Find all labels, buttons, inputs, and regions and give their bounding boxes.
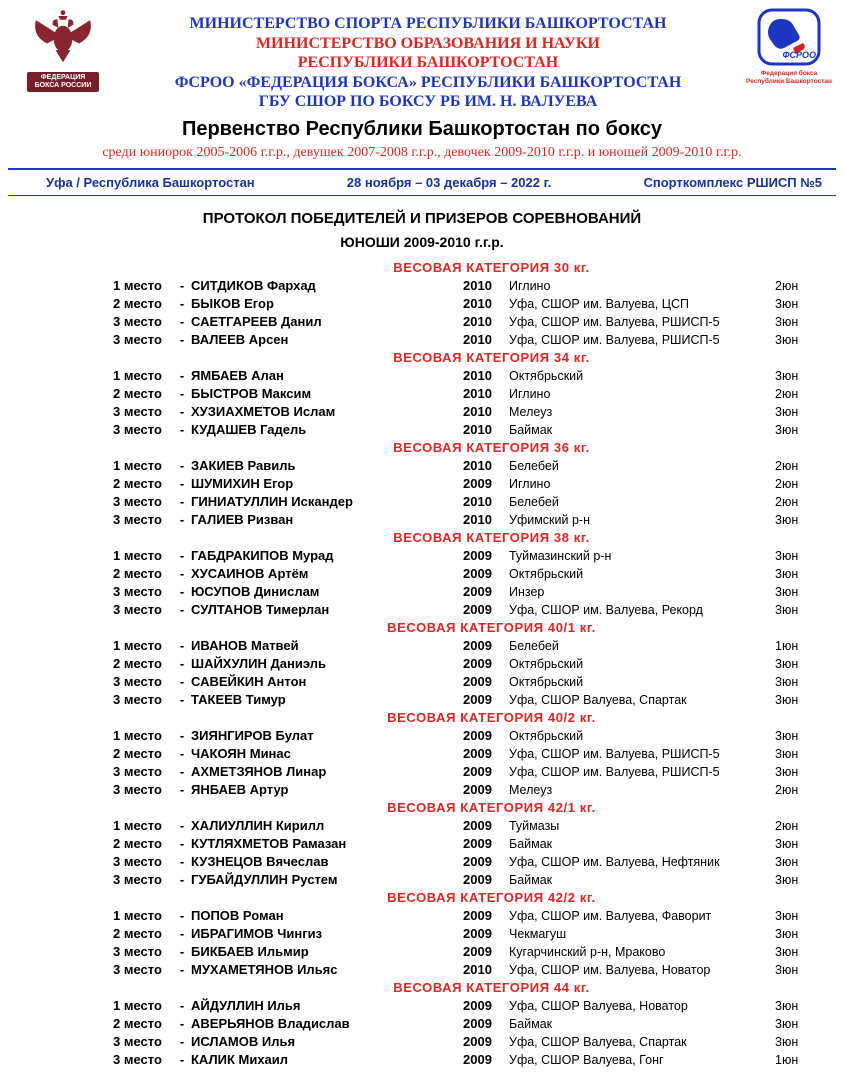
athlete-name: СИТДИКОВ Фархад [191, 278, 316, 293]
club-city: Уфа, СШОР им. Валуева, ЦСП [509, 297, 689, 311]
weight-category-title: ВЕСОВАЯ КАТЕГОРИЯ 42/2 кг. [387, 890, 596, 905]
sport-rank: 3юн [775, 315, 799, 329]
birth-year: 2009 [463, 1016, 492, 1031]
place-label: 2 место [113, 386, 162, 401]
separator-dash: - [179, 656, 185, 671]
place-label: 2 место [113, 296, 162, 311]
club-city: Туймазинский р-н [509, 549, 612, 563]
separator-dash: - [179, 422, 185, 437]
athlete-name: ЗАКИЕВ Равиль [191, 458, 296, 473]
weight-category [113, 529, 804, 619]
separator-dash: - [179, 674, 185, 689]
birth-year: 2009 [463, 674, 492, 689]
athlete-name: АВЕРЬЯНОВ Владислав [191, 1016, 350, 1031]
organization-titles [110, 8, 746, 112]
club-city: Баймак [509, 873, 553, 887]
protocol-subtitle: ЮНОШИ 2009-2010 г.г.р. [340, 234, 504, 250]
double-headed-eagle-icon [30, 8, 96, 71]
weight-category-title: ВЕСОВАЯ КАТЕГОРИЯ 30 кг. [393, 260, 590, 275]
result-row [113, 385, 804, 403]
athlete-name: ИБРАГИМОВ Чингиз [191, 926, 323, 941]
separator-dash: - [179, 764, 185, 779]
weight-category-title: ВЕСОВАЯ КАТЕГОРИЯ 34 кг. [393, 350, 590, 365]
athlete-name: АЙДУЛЛИН Илья [191, 998, 301, 1013]
birth-year: 2009 [463, 746, 492, 761]
place-label: 1 место [113, 278, 162, 293]
athlete-name: ИСЛАМОВ Илья [191, 1034, 296, 1049]
result-row [113, 421, 804, 439]
separator-dash: - [179, 494, 185, 509]
result-row [113, 745, 804, 763]
separator-dash: - [179, 746, 185, 761]
athlete-name: БЫКОВ Егор [191, 296, 274, 311]
birth-year: 2009 [463, 1052, 492, 1067]
result-row [113, 925, 804, 943]
separator-dash: - [179, 314, 185, 329]
birth-year: 2009 [463, 944, 492, 959]
separator-dash: - [179, 962, 185, 977]
logo-caption: Федерация бокса Республики Башкортостан [746, 70, 832, 85]
result-row [113, 1033, 804, 1051]
page-title: Первенство Республики Башкортостан по боксу [181, 118, 663, 140]
athlete-name: САВЕЙКИН Антон [191, 674, 307, 689]
birth-year: 2009 [463, 1034, 492, 1049]
birth-year: 2010 [463, 368, 492, 383]
birth-year: 2009 [463, 782, 492, 797]
russia-boxing-federation-emblem [16, 8, 110, 92]
place-label: 3 место [113, 494, 162, 509]
athlete-name: МУХАМЕТЯНОВ Ильяс [191, 962, 338, 977]
sport-rank: 3юн [775, 909, 799, 923]
weight-category [113, 799, 804, 889]
club-city: Инзер [509, 585, 545, 599]
club-city: Белебей [509, 639, 559, 653]
weight-category-title: ВЕСОВАЯ КАТЕГОРИЯ 42/1 кг. [387, 800, 596, 815]
event-location: Уфа / Республика Башкортостан [46, 175, 255, 190]
separator-dash: - [179, 476, 185, 491]
weight-category [113, 439, 804, 529]
result-row [113, 367, 804, 385]
sport-rank: 3юн [775, 405, 799, 419]
athlete-name: ГАЛИЕВ Ризван [191, 512, 294, 527]
result-row [113, 781, 804, 799]
club-city: Белебей [509, 459, 559, 473]
event-venue: Спорткомплекс РШИСП №5 [643, 175, 822, 190]
club-city: Октябрьский [509, 369, 584, 383]
birth-year: 2009 [463, 584, 492, 599]
sport-rank: 3юн [775, 513, 799, 527]
club-city: Уфа, СШОР им. Валуева, Новатор [509, 963, 711, 977]
result-row [113, 961, 804, 979]
place-label: 3 место [113, 422, 162, 437]
org-line: МИНИСТЕРСТВО СПОРТА РЕСПУБЛИКИ БАШКОРТОСТАН [189, 15, 667, 32]
separator-dash: - [179, 1052, 185, 1067]
place-label: 1 место [113, 818, 162, 833]
sport-rank: 1юн [775, 639, 799, 653]
result-row [113, 277, 804, 295]
club-city: Белебей [509, 495, 559, 509]
sport-rank: 3юн [775, 927, 799, 941]
birth-year: 2009 [463, 656, 492, 671]
weight-category [113, 619, 804, 709]
separator-dash: - [179, 278, 185, 293]
place-label: 1 место [113, 728, 162, 743]
separator-dash: - [179, 998, 185, 1013]
birth-year: 2009 [463, 998, 492, 1013]
separator-dash: - [179, 782, 185, 797]
birth-year: 2009 [463, 728, 492, 743]
birth-year: 2009 [463, 566, 492, 581]
birth-year: 2009 [463, 764, 492, 779]
athlete-name: САЕТГАРЕЕВ Данил [191, 314, 322, 329]
org-line: РЕСПУБЛИКИ БАШКОРТОСТАН [297, 54, 559, 71]
separator-dash: - [179, 296, 185, 311]
result-row [113, 727, 804, 745]
place-label: 3 место [113, 962, 162, 977]
sport-rank: 3юн [775, 729, 799, 743]
weight-category-title: ВЕСОВАЯ КАТЕГОРИЯ 44 кг. [393, 980, 590, 995]
results-table [0, 259, 844, 1069]
club-city: Иглино [509, 477, 551, 491]
place-label: 3 место [113, 674, 162, 689]
club-city: Кугарчинский р-н, Мраково [509, 945, 666, 959]
result-row [113, 475, 804, 493]
separator-dash: - [179, 926, 185, 941]
place-label: 3 место [113, 404, 162, 419]
sport-rank: 3юн [775, 1035, 799, 1049]
place-label: 1 место [113, 638, 162, 653]
result-row [113, 637, 804, 655]
result-row [113, 583, 804, 601]
sport-rank: 3юн [775, 423, 799, 437]
club-city: Уфа, СШОР им. Валуева, Рекорд [509, 603, 703, 617]
club-city: Уфа, СШОР Валуева, Спартак [509, 1035, 687, 1049]
athlete-name: ГУБАЙДУЛЛИН Рустем [191, 872, 338, 887]
athlete-name: СУЛТАНОВ Тимерлан [191, 602, 330, 617]
separator-dash: - [179, 458, 185, 473]
sport-rank: 3юн [775, 333, 799, 347]
weight-category-title: ВЕСОВАЯ КАТЕГОРИЯ 40/1 кг. [387, 620, 596, 635]
club-city: Уфа, СШОР им. Валуева, РШИСП-5 [509, 315, 720, 329]
bashkortostan-federation-logo [746, 8, 832, 85]
sport-rank: 3юн [775, 369, 799, 383]
separator-dash: - [179, 944, 185, 959]
club-city: Баймак [509, 837, 553, 851]
athlete-name: БЫСТРОВ Максим [191, 386, 312, 401]
birth-year: 2009 [463, 638, 492, 653]
birth-year: 2010 [463, 512, 492, 527]
club-city: Иглино [509, 279, 551, 293]
athlete-name: КУТЛЯХМЕТОВ Рамазан [191, 836, 347, 851]
sport-rank: 3юн [775, 567, 799, 581]
org-line: ФСРОО «ФЕДЕРАЦИЯ БОКСА» РЕСПУБЛИКИ БАШКОРТОСТАН [174, 73, 682, 91]
weight-category [113, 349, 804, 439]
club-city: Уфа, СШОР им. Валуева, РШИСП-5 [509, 333, 720, 347]
athlete-name: ГИНИАТУЛЛИН Искандер [191, 494, 353, 509]
separator-dash: - [179, 548, 185, 563]
separator-dash: - [179, 908, 185, 923]
place-label: 3 место [113, 872, 162, 887]
athlete-name: ЧАКОЯН Минас [191, 746, 291, 761]
result-row [113, 853, 804, 871]
birth-year: 2009 [463, 692, 492, 707]
sport-rank: 2юн [775, 495, 799, 509]
result-row [113, 763, 804, 781]
separator-dash: - [179, 368, 185, 383]
place-label: 3 место [113, 584, 162, 599]
place-label: 2 место [113, 836, 162, 851]
club-city: Мелеуз [509, 405, 553, 419]
sport-rank: 3юн [775, 873, 799, 887]
place-label: 2 место [113, 1016, 162, 1031]
place-label: 2 место [113, 926, 162, 941]
result-row [113, 601, 804, 619]
result-row [113, 331, 804, 349]
result-row [113, 565, 804, 583]
sport-rank: 3юн [775, 963, 799, 977]
separator-dash: - [179, 404, 185, 419]
sport-rank: 3юн [775, 657, 799, 671]
club-city: Уфа, СШОР Валуева, Новатор [509, 999, 688, 1013]
separator-dash: - [179, 566, 185, 581]
separator-dash: - [179, 728, 185, 743]
birth-year: 2010 [463, 278, 492, 293]
separator-dash: - [179, 872, 185, 887]
divider-line [8, 195, 836, 196]
athlete-name: БИКБАЕВ Ильмир [191, 944, 309, 959]
birth-year: 2009 [463, 548, 492, 563]
sport-rank: 3юн [775, 585, 799, 599]
separator-dash: - [179, 854, 185, 869]
separator-dash: - [179, 512, 185, 527]
club-city: Октябрьский [509, 675, 584, 689]
club-city: Уфа, СШОР им. Валуева, РШИСП-5 [509, 765, 720, 779]
place-label: 1 место [113, 998, 162, 1013]
place-label: 1 место [113, 458, 162, 473]
club-city: Мелеуз [509, 783, 553, 797]
birth-year: 2010 [463, 422, 492, 437]
event-info-bar [0, 170, 844, 194]
separator-dash: - [179, 818, 185, 833]
event-dates: 28 ноября – 03 декабря – 2022 г. [346, 175, 552, 190]
document-header [0, 0, 844, 112]
athlete-name: КУЗНЕЦОВ Вячеслав [191, 854, 329, 869]
athlete-name: ШУМИХИН Егор [191, 476, 294, 491]
sport-rank: 3юн [775, 747, 799, 761]
sport-rank: 3юн [775, 765, 799, 779]
separator-dash: - [179, 638, 185, 653]
sport-rank: 3юн [775, 297, 799, 311]
separator-dash: - [179, 1034, 185, 1049]
place-label: 1 место [113, 908, 162, 923]
result-row [113, 907, 804, 925]
athlete-name: ВАЛЕЕВ Арсен [191, 332, 289, 347]
sport-rank: 3юн [775, 999, 799, 1013]
club-city: Уфа, СШОР им. Валуева, РШИСП-5 [509, 747, 720, 761]
result-row [113, 313, 804, 331]
result-row [113, 655, 804, 673]
place-label: 3 место [113, 602, 162, 617]
birth-year: 2009 [463, 818, 492, 833]
birth-year: 2010 [463, 962, 492, 977]
birth-year: 2010 [463, 404, 492, 419]
place-label: 3 место [113, 854, 162, 869]
place-label: 3 место [113, 944, 162, 959]
birth-year: 2010 [463, 314, 492, 329]
separator-dash: - [179, 332, 185, 347]
place-label: 3 место [113, 332, 162, 347]
club-city: Октябрьский [509, 729, 584, 743]
sport-rank: 3юн [775, 1017, 799, 1031]
athlete-name: ЗИЯНГИРОВ Булат [191, 728, 314, 743]
athlete-name: ХУСАИНОВ Артём [191, 566, 309, 581]
place-label: 3 место [113, 782, 162, 797]
birth-year: 2010 [463, 386, 492, 401]
sport-rank: 2юн [775, 819, 799, 833]
sport-rank: 3юн [775, 603, 799, 617]
sport-rank: 2юн [775, 459, 799, 473]
result-row [113, 511, 804, 529]
birth-year: 2010 [463, 332, 492, 347]
sport-rank: 2юн [775, 477, 799, 491]
birth-year: 2009 [463, 872, 492, 887]
athlete-name: ПОПОВ Роман [191, 908, 284, 923]
org-line: МИНИСТЕРСТВО ОБРАЗОВАНИЯ И НАУКИ [256, 34, 600, 52]
result-row [113, 457, 804, 475]
weight-category [113, 709, 804, 799]
athlete-name: АХМЕТЗЯНОВ Линар [191, 764, 327, 779]
club-city: Уфа, СШОР Валуева, Спартак [509, 693, 687, 707]
separator-dash: - [179, 584, 185, 599]
sport-rank: 3юн [775, 549, 799, 563]
place-label: 1 место [113, 368, 162, 383]
sport-rank: 2юн [775, 387, 799, 401]
place-label: 2 место [113, 566, 162, 581]
result-row [113, 691, 804, 709]
weight-category-title: ВЕСОВАЯ КАТЕГОРИЯ 40/2 кг. [387, 710, 596, 725]
separator-dash: - [179, 1016, 185, 1031]
birth-year: 2009 [463, 602, 492, 617]
place-label: 2 место [113, 656, 162, 671]
athlete-name: КАЛИК Михаил [191, 1052, 289, 1067]
result-row [113, 871, 804, 889]
separator-dash: - [179, 386, 185, 401]
weight-category [113, 889, 804, 979]
result-row [113, 493, 804, 511]
separator-dash: - [179, 602, 185, 617]
place-label: 1 место [113, 548, 162, 563]
result-row [113, 997, 804, 1015]
birth-year: 2009 [463, 476, 492, 491]
club-city: Иглино [509, 387, 551, 401]
result-row [113, 295, 804, 313]
place-label: 3 место [113, 1034, 162, 1049]
club-city: Октябрьский [509, 657, 584, 671]
result-row [113, 1015, 804, 1033]
birth-year: 2009 [463, 926, 492, 941]
birth-year: 2010 [463, 296, 492, 311]
athlete-name: ЮСУПОВ Динислам [191, 584, 320, 599]
athlete-name: КУДАШЕВ Гадель [191, 422, 307, 437]
place-label: 3 место [113, 764, 162, 779]
club-city: Баймак [509, 423, 553, 437]
result-row [113, 403, 804, 421]
weight-category-title: ВЕСОВАЯ КАТЕГОРИЯ 38 кг. [393, 530, 590, 545]
club-city: Октябрьский [509, 567, 584, 581]
place-label: 3 место [113, 512, 162, 527]
fsroo-acronym: ФСРОО [782, 50, 816, 60]
birth-year: 2009 [463, 854, 492, 869]
sport-rank: 3юн [775, 693, 799, 707]
place-label: 3 место [113, 692, 162, 707]
birth-year: 2010 [463, 494, 492, 509]
sport-rank: 2юн [775, 783, 799, 797]
place-label: 2 место [113, 476, 162, 491]
result-row [113, 673, 804, 691]
sport-rank: 1юн [775, 1053, 799, 1067]
sport-rank: 2юн [775, 279, 799, 293]
weight-category-title: ВЕСОВАЯ КАТЕГОРИЯ 36 кг. [393, 440, 590, 455]
athlete-name: ШАЙХУЛИН Даниэль [191, 656, 326, 671]
result-row [113, 817, 804, 835]
separator-dash: - [179, 836, 185, 851]
birth-year: 2010 [463, 458, 492, 473]
club-city: Туймазы [509, 819, 560, 833]
athlete-name: ТАКЕЕВ Тимур [191, 692, 286, 707]
club-city: Уфа, СШОР Валуева, Гонг [509, 1053, 664, 1067]
athlete-name: ХУЗИАХМЕТОВ Ислам [191, 404, 336, 419]
place-label: 3 место [113, 1052, 162, 1067]
athlete-name: ЯМБАЕВ Алан [191, 368, 284, 383]
result-row [113, 835, 804, 853]
result-row [113, 943, 804, 961]
result-row [113, 1051, 804, 1069]
org-line: ГБУ СШОР ПО БОКСУ РБ ИМ. Н. ВАЛУЕВА [258, 93, 598, 110]
result-row [113, 547, 804, 565]
weight-category [113, 259, 804, 349]
place-label: 3 место [113, 314, 162, 329]
athlete-name: ИВАНОВ Матвей [191, 638, 299, 653]
athlete-name: ГАБДРАКИПОВ Мурад [191, 548, 334, 563]
athlete-name: ХАЛИУЛЛИН Кирилл [191, 818, 325, 833]
place-label: 2 место [113, 746, 162, 761]
club-city: Чекмагуш [509, 927, 567, 941]
weight-category [113, 979, 804, 1069]
federation-banner-label: ФЕДЕРАЦИЯ БОКСА РОССИИ [27, 72, 99, 92]
club-city: Баймак [509, 1017, 553, 1031]
sport-rank: 3юн [775, 945, 799, 959]
club-city: Уфа, СШОР им. Валуева, Нефтяник [509, 855, 720, 869]
club-city: Уфа, СШОР им. Валуева, Фаворит [509, 909, 712, 923]
athlete-name: ЯНБАЕВ Артур [191, 782, 289, 797]
separator-dash: - [179, 692, 185, 707]
sport-rank: 3юн [775, 675, 799, 689]
birth-year: 2009 [463, 836, 492, 851]
page-subtitle: среди юниорок 2005-2006 г.г.р., девушек 2007-2008 г.г.р., девочек 2009-2010 г.г.р. и юношей 2009-2010 г.г.р. [102, 145, 742, 160]
sport-rank: 3юн [775, 837, 799, 851]
sport-rank: 3юн [775, 855, 799, 869]
club-city: Уфимский р-н [509, 513, 590, 527]
protocol-title: ПРОТОКОЛ ПОБЕДИТЕЛЕЙ И ПРИЗЕРОВ СОРЕВНОВАНИЙ [202, 210, 642, 227]
birth-year: 2009 [463, 908, 492, 923]
